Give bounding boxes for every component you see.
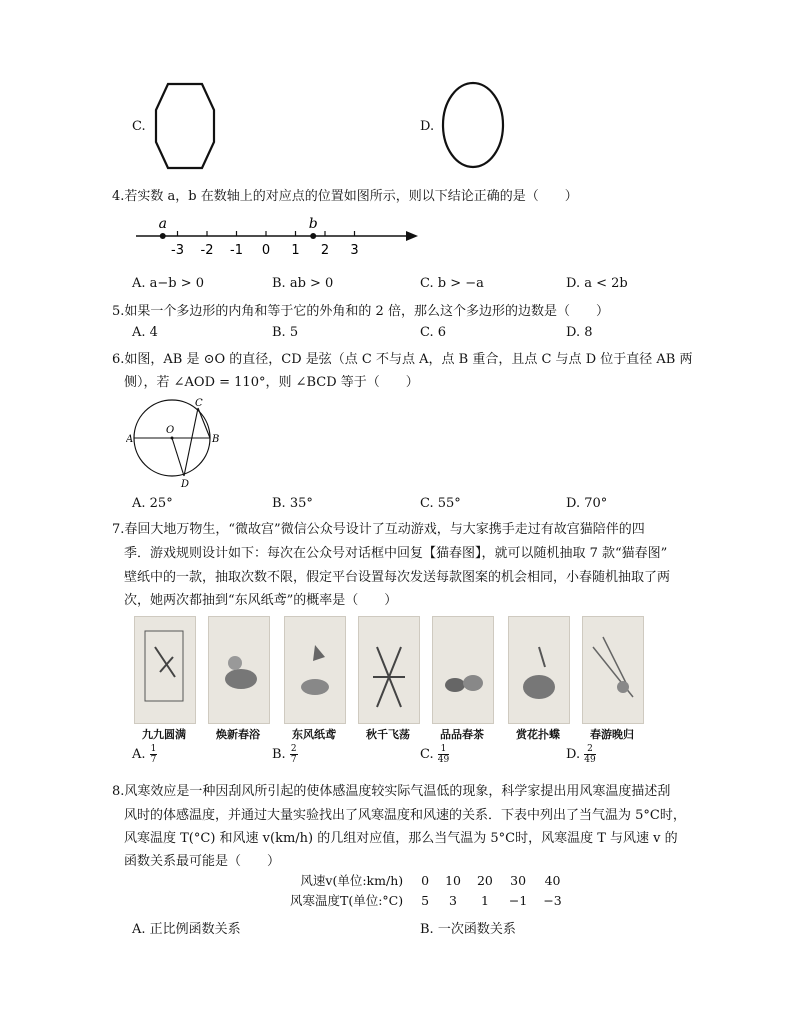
q3-option-d-label: D. (420, 119, 435, 134)
table-cell: 5 (421, 892, 430, 908)
q8-option-b: B. 一次函数关系 (420, 922, 516, 937)
label-a: A (126, 434, 134, 445)
point-b-label: b (308, 216, 318, 232)
q7-option-d: D. $\frac{2}{49}$ (566, 744, 596, 765)
q6-option-c: C. 55° (420, 496, 461, 511)
q6-option-d: D. 70° (566, 496, 608, 511)
q4-stem: 4.若实数 a，b 在数轴上的对应点的位置如图所示，则以下结论正确的是（ ） (112, 189, 578, 204)
q6-stem-line2: 侧），若 ∠AOD = 110°，则 ∠BCD 等于（ ） (124, 375, 419, 390)
fraction: $\frac{1}{7}$ (150, 744, 157, 765)
wallpaper-card-7 (582, 616, 644, 724)
row-header: 风速v(单位:km/h) (300, 873, 404, 888)
tick-label: 3 (350, 243, 359, 258)
ellipse-figure (440, 80, 506, 170)
point-a-dot (160, 233, 166, 239)
q5-option-a: A. 4 (132, 325, 158, 340)
card-label-3: 东风纸鸢 (292, 728, 336, 741)
q8-stem-line4: 函数关系最可能是（ ） (124, 854, 281, 869)
card-label-4: 秋千飞荡 (366, 728, 410, 741)
number-line (134, 214, 420, 262)
tick-label: -1 (230, 243, 243, 258)
table-cell: 30 (510, 872, 527, 888)
table-cell: 1 (480, 892, 489, 908)
card-label-6: 赏花扑蝶 (516, 728, 560, 741)
label-o: O (166, 425, 175, 436)
q4-option-c: C. b > −a (420, 276, 484, 291)
table-cell: −1 (508, 892, 528, 908)
q7-stem-line2: 季．游戏规则设计如下：每次在公众号对话框中回复【猫春图】，就可以随机抽取 7 款“猫春图” (124, 546, 668, 561)
q7-stem-line3: 壁纸中的一款，抽取次数不限，假定平台设置每次发送每款图案的机会相同，小春随机抽取了两 (124, 570, 671, 585)
q7-option-b: B. $\frac{2}{7}$ (272, 744, 297, 765)
label-b: B (212, 434, 220, 445)
tick-label: 1 (291, 243, 300, 258)
tick-label: -3 (171, 243, 184, 258)
circle-figure (126, 396, 222, 488)
q8-stem-line3: 风寒温度 T(°C) 和风速 v(km/h) 的几组对应值，那么当气温为 5°C时，风寒温度 T 与风速 v 的 (124, 831, 678, 846)
card-label-5: 品品春茶 (440, 728, 484, 741)
table-cell: 10 (445, 872, 461, 888)
wind-chill-table (282, 870, 570, 910)
q4-option-b: B. ab > 0 (272, 276, 334, 291)
q7-stem-line4: 次，她两次都抽到“东风纸鸢”的概率是（ ） (124, 593, 398, 608)
table-cell: 3 (449, 892, 457, 908)
q8-option-a: A. 正比例函数关系 (132, 922, 241, 937)
table-cell: 0 (421, 872, 430, 888)
wallpaper-card-2 (208, 616, 270, 724)
q5-option-d: D. 8 (566, 325, 593, 340)
fraction: $\frac{2}{49}$ (584, 744, 596, 765)
table-row (282, 870, 570, 890)
row-header: 风寒温度T(单位:°C) (290, 893, 404, 908)
wallpaper-card-5 (432, 616, 494, 724)
label-d: D (181, 479, 190, 488)
hexagon-figure (154, 82, 216, 170)
point-a-label: a (158, 216, 167, 232)
tick-label: -2 (200, 243, 214, 258)
q6-stem-line1: 6.如图，AB 是 ⊙O 的直径，CD 是弦（点 C 不与点 A，点 B 重合，且点 C 与点 D 位于直径 AB 两 (112, 352, 693, 367)
q4-option-d: D. a < 2b (566, 276, 628, 291)
q6-option-a: A. 25° (132, 496, 173, 511)
q7-option-a: A. $\frac{1}{7}$ (132, 744, 157, 765)
card-label-1: 九九圆满 (142, 728, 186, 741)
wallpaper-card-6 (508, 616, 570, 724)
table-row (282, 890, 570, 910)
q5-option-c: C. 6 (420, 325, 447, 340)
q4-option-a: A. a−b > 0 (132, 276, 205, 291)
q3-option-c-label: C. (132, 119, 146, 134)
q7-option-c: C. $\frac{1}{49}$ (420, 744, 450, 765)
tick-label: 0 (261, 243, 271, 258)
q6-option-b: B. 35° (272, 496, 313, 511)
arrow-icon (406, 231, 418, 241)
wallpaper-card-3 (284, 616, 346, 724)
table-cell: 40 (544, 872, 561, 888)
card-label-2: 焕新春浴 (216, 728, 260, 741)
table-cell: −3 (543, 892, 562, 908)
q8-stem-line2: 风时的体感温度，并通过大量实验找出了风寒温度和风速的关系．下表中列出了当气温为 5°C时， (124, 808, 686, 823)
q5-stem: 5.如果一个多边形的内角和等于它的外角和的 2 倍，那么这个多边形的边数是（ ） (112, 304, 609, 319)
wallpaper-card-4 (358, 616, 420, 724)
fraction: $\frac{2}{7}$ (290, 744, 297, 765)
point-b-dot (310, 233, 316, 239)
q7-stem-line1: 7.春回大地万物生，“微故宫”微信公众号设计了互动游戏，与大家携手走过有故宫猫陪伴的四 (112, 522, 645, 537)
wallpaper-card-1 (134, 616, 196, 724)
card-label-7: 春游晚归 (590, 728, 634, 741)
q8-stem-line1: 8.风寒效应是一种因刮风所引起的使体感温度较实际气温低的现象，科学家提出用风寒温度描述刮 (112, 784, 671, 799)
table-cell: 20 (476, 872, 493, 888)
label-c: C (195, 398, 203, 409)
fraction: $\frac{1}{49}$ (437, 744, 450, 765)
tick-label: 2 (320, 243, 330, 258)
q5-option-b: B. 5 (272, 325, 299, 340)
